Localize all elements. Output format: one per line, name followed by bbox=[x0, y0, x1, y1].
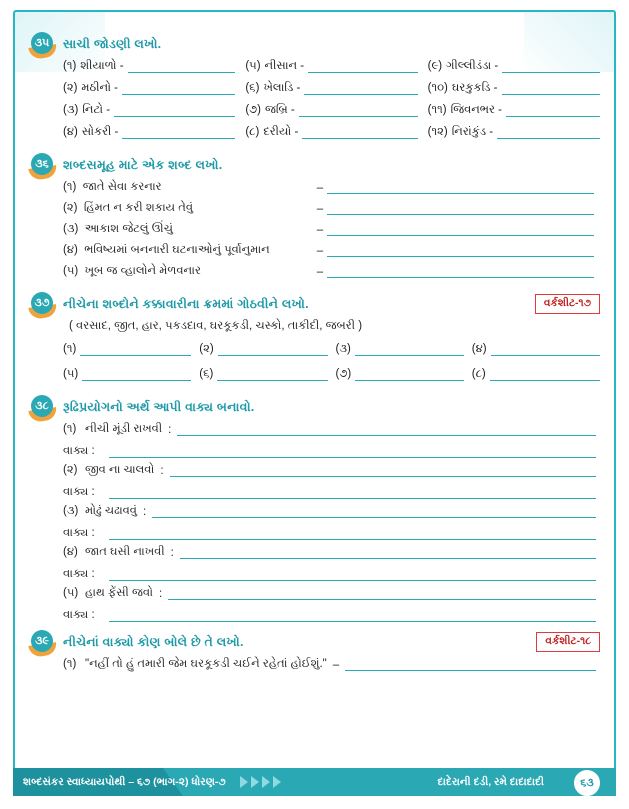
answer-line[interactable] bbox=[497, 128, 600, 139]
list-item: (૪) સોકરી - bbox=[63, 126, 235, 139]
list-item: (૨) bbox=[199, 343, 327, 356]
answer-line[interactable] bbox=[180, 547, 596, 559]
page-content bbox=[13, 10, 616, 796]
spelling-grid bbox=[63, 60, 600, 139]
colon: : bbox=[168, 424, 172, 436]
word-bank: ( વરસાદ, જીત, હાર, પકડદાવ, ઘરકૂકડી, ચસ્કો, તાકીદી, જબરી ) bbox=[69, 320, 363, 332]
answer-line[interactable] bbox=[490, 370, 600, 381]
question-39-number-badge bbox=[29, 630, 55, 654]
footer-arrows-icon bbox=[240, 776, 281, 788]
list-item: (૪) bbox=[472, 343, 600, 356]
answer-line[interactable] bbox=[327, 182, 594, 194]
dash: – bbox=[316, 266, 324, 278]
dash: – bbox=[316, 224, 324, 236]
question-37-header bbox=[29, 292, 600, 316]
list-item: (૮) bbox=[472, 368, 600, 381]
list-item: (૧૨) નિરાંકુંડ - bbox=[428, 126, 600, 139]
dash: – bbox=[316, 245, 324, 257]
answer-line[interactable] bbox=[170, 465, 596, 477]
question-38-body bbox=[29, 423, 600, 622]
answer-line[interactable] bbox=[304, 84, 417, 95]
list-item: (૯) ગીલ્લીડંડા - bbox=[428, 60, 600, 73]
answer-line[interactable] bbox=[109, 446, 596, 458]
question-37-number-badge bbox=[29, 292, 55, 316]
answer-line[interactable] bbox=[122, 84, 235, 95]
question-38-title: રૂઢિપ્રયોગનો અર્થ આપી વાક્ય બનાવો. bbox=[63, 399, 255, 414]
question-36 bbox=[29, 153, 600, 278]
question-39-header bbox=[29, 630, 600, 654]
answer-line[interactable] bbox=[122, 128, 235, 139]
list-item: (૧) જાતે સેવા કરનાર – bbox=[63, 181, 600, 194]
question-37-title: નીચેના શબ્દોને કક્કાવારીના ક્રમમાં ગોઠવીને લખો. bbox=[63, 296, 309, 311]
question-36-header bbox=[29, 153, 600, 177]
question-35-body bbox=[29, 60, 600, 139]
list-item: (૭) જબ્રિ - bbox=[245, 104, 417, 117]
question-36-body bbox=[29, 181, 600, 278]
answer-line[interactable] bbox=[80, 345, 191, 356]
list-item: (૨) મઠીનો - bbox=[63, 82, 235, 95]
question-35-header bbox=[29, 32, 600, 56]
idiom-entry: (૫) હાથ ફેંસી જવો : વાક્ય : bbox=[63, 587, 600, 622]
answer-grid bbox=[63, 343, 600, 381]
answer-line[interactable] bbox=[327, 266, 594, 278]
answer-line[interactable] bbox=[502, 84, 600, 95]
footer-chapter-title: દાદેરાની દડી, રમે દાદાદાદી bbox=[437, 775, 544, 788]
question-number: ૩૮ bbox=[31, 395, 53, 417]
idiom-entry: (૪) જાત ઘસી નાખવી : વાક્ય : bbox=[63, 546, 600, 581]
answer-line[interactable] bbox=[327, 224, 594, 236]
list-item: (૫) ખૂબ જ વ્હાલોને મેળવનાર – bbox=[63, 265, 600, 278]
dash: – bbox=[316, 182, 324, 194]
answer-line[interactable] bbox=[152, 506, 596, 518]
answer-line[interactable] bbox=[327, 203, 594, 215]
answer-line[interactable] bbox=[327, 245, 594, 257]
question-38-number-badge bbox=[29, 395, 55, 419]
idiom-entry: (૧) નીચી મૂંડી રાખવી : વાક્ય : bbox=[63, 423, 600, 458]
answer-line[interactable] bbox=[506, 106, 600, 117]
list-item: (૩) bbox=[336, 343, 464, 356]
answer-line[interactable] bbox=[345, 659, 596, 671]
answer-line[interactable] bbox=[109, 528, 596, 540]
colon: : bbox=[160, 465, 164, 477]
list-item: (૬) bbox=[199, 368, 327, 381]
question-35-title: સાચી જોડણી લખો. bbox=[63, 36, 162, 51]
answer-line[interactable] bbox=[308, 62, 418, 73]
footer-book-title: શબ્દસંકર સ્વાધ્યાયપોથી – ૬૭ (ભાગ-૨) ધોરણ-૭ bbox=[23, 775, 226, 788]
dash: – bbox=[316, 203, 324, 215]
list-item: (૭) bbox=[336, 368, 464, 381]
question-number: ૩૯ bbox=[31, 630, 53, 652]
answer-line[interactable] bbox=[218, 345, 328, 356]
question-35-number-badge bbox=[29, 32, 55, 56]
list-item: (૮) દરીયો - bbox=[245, 126, 417, 139]
question-39-body bbox=[29, 658, 600, 671]
question-number: ૩૬ bbox=[31, 153, 53, 175]
list-item: (૫) નીસાન - bbox=[245, 60, 417, 73]
list-item: (૩) નિટો - bbox=[63, 104, 235, 117]
list-item: (૬) ખેલાડિ - bbox=[245, 82, 417, 95]
colon: : bbox=[158, 588, 163, 600]
list-item: (૩) આકાશ જેટલું ઊંચું – bbox=[63, 223, 600, 236]
answer-line[interactable] bbox=[355, 345, 464, 356]
answer-line[interactable] bbox=[109, 487, 596, 499]
sentence-label: વાક્ય : bbox=[63, 568, 95, 580]
answer-line[interactable] bbox=[114, 106, 235, 117]
list-item: (૪) ભવિષ્યમાં બનનારી ઘટનાઓનું પૂર્વાનુમાન – bbox=[63, 244, 600, 257]
list-item: (૧૦) ઘરકુકડિ - bbox=[428, 82, 600, 95]
question-36-title: શબ્દસમૂહ માટે એક શબ્દ લખો. bbox=[63, 157, 223, 172]
colon: : bbox=[142, 506, 147, 518]
list-item: (૫) bbox=[63, 368, 191, 381]
question-37 bbox=[29, 292, 600, 381]
answer-line[interactable] bbox=[217, 370, 327, 381]
answer-line[interactable] bbox=[502, 62, 600, 73]
answer-line[interactable] bbox=[109, 610, 596, 622]
answer-line[interactable] bbox=[168, 588, 596, 600]
worksheet-badge: વર્કશીટ-૧૭ bbox=[535, 294, 600, 314]
colon: : bbox=[170, 547, 174, 559]
question-38 bbox=[29, 395, 600, 622]
idiom-entry: (૨) જીવ ના ચાલવો : વાક્ય : bbox=[63, 464, 600, 499]
list-item: (૧) શીયાળો - bbox=[63, 60, 235, 73]
answer-line[interactable] bbox=[299, 106, 418, 117]
answer-line[interactable] bbox=[82, 370, 191, 381]
answer-line[interactable] bbox=[355, 370, 464, 381]
answer-line[interactable] bbox=[128, 62, 236, 73]
sentence-label: વાક્ય : bbox=[63, 486, 95, 498]
question-number: ૩૭ bbox=[31, 292, 53, 314]
idiom-entry: (૩) મોઢું ચઢાવવું : વાક્ય : bbox=[63, 505, 600, 540]
sentence-label: વાક્ય : bbox=[63, 527, 95, 539]
question-number: ૩૫ bbox=[31, 32, 53, 54]
list-item: (૧) bbox=[63, 343, 191, 356]
question-35 bbox=[29, 32, 600, 139]
page-footer bbox=[13, 768, 616, 796]
page-number: ૬૩ bbox=[574, 770, 600, 796]
sentence-label: વાક્ય : bbox=[63, 609, 95, 621]
question-39 bbox=[29, 630, 600, 671]
list-item: (૧) "નહીં તો હું તમારી જેમ ઘરકૂકડી ચઈને રહેતાં હોઈશું." – bbox=[63, 658, 600, 671]
question-37-body bbox=[29, 320, 600, 381]
worksheet-badge: વર્કશીટ-૧૮ bbox=[536, 632, 600, 652]
sentence-label: વાક્ય : bbox=[63, 445, 95, 457]
phrase-list bbox=[63, 181, 600, 278]
list-item: (૨) હિંમત ન કરી શકાય તેવું – bbox=[63, 202, 600, 215]
answer-line[interactable] bbox=[302, 128, 417, 139]
question-36-number-badge bbox=[29, 153, 55, 177]
answer-line[interactable] bbox=[177, 424, 596, 436]
answer-line[interactable] bbox=[109, 569, 596, 581]
question-38-header bbox=[29, 395, 600, 419]
list-item: (૧૧) જિવનભર - bbox=[428, 104, 600, 117]
question-39-title: નીચેનાં વાક્યો કોણ બોલે છે તે લખો. bbox=[63, 634, 244, 649]
dash: – bbox=[332, 659, 340, 671]
answer-line[interactable] bbox=[491, 345, 600, 356]
